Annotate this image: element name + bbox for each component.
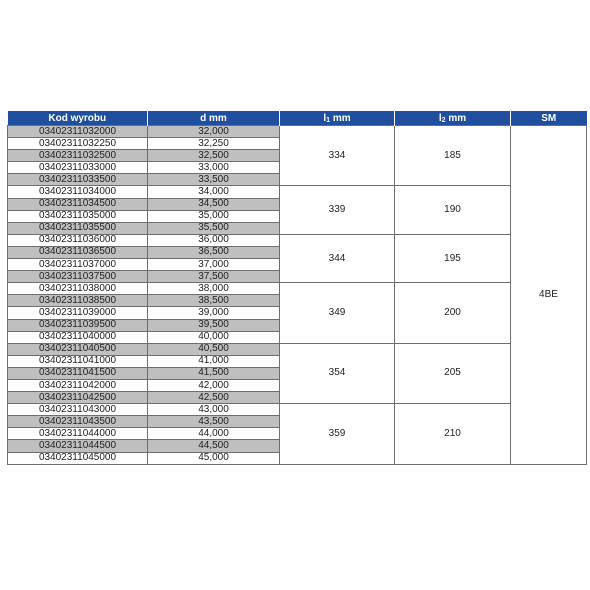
- diameter-cell: 34,000: [148, 186, 280, 198]
- sm-cell: 4BE: [511, 126, 587, 465]
- product-code-cell: 03402311032500: [8, 150, 148, 162]
- diameter-cell: 43,500: [148, 416, 280, 428]
- l2-length-cell: 205: [395, 343, 511, 403]
- product-code-cell: 03402311036000: [8, 234, 148, 246]
- diameter-cell: 40,000: [148, 331, 280, 343]
- table-row: [8, 234, 587, 246]
- diameter-cell: 34,500: [148, 198, 280, 210]
- product-code-cell: 03402311040500: [8, 343, 148, 355]
- product-code-cell: 03402311044500: [8, 440, 148, 452]
- l1-length-cell: 354: [280, 343, 395, 403]
- header-kod-wyrobu: Kod wyrobu: [8, 111, 148, 126]
- diameter-cell: 39,500: [148, 319, 280, 331]
- diameter-cell: 33,500: [148, 174, 280, 186]
- table-row: [8, 404, 587, 416]
- diameter-cell: 32,250: [148, 138, 280, 150]
- l1-length-cell: 344: [280, 234, 395, 282]
- table-row: [8, 186, 587, 198]
- header-l1-letter: l: [323, 112, 327, 124]
- product-code-cell: 03402311035000: [8, 210, 148, 222]
- diameter-cell: 42,500: [148, 392, 280, 404]
- product-code-cell: 03402311032000: [8, 126, 148, 138]
- product-code-cell: 03402311034500: [8, 198, 148, 210]
- diameter-cell: 37,000: [148, 259, 280, 271]
- header-sm: SM: [511, 111, 587, 126]
- l2-length-cell: 210: [395, 404, 511, 464]
- diameter-cell: 35,000: [148, 210, 280, 222]
- l1-length-cell: 349: [280, 283, 395, 343]
- product-code-cell: 03402311033000: [8, 162, 148, 174]
- product-spec-table: [7, 111, 587, 465]
- table-row: [8, 126, 587, 138]
- product-code-cell: 03402311038000: [8, 283, 148, 295]
- diameter-cell: 36,000: [148, 234, 280, 246]
- l2-length-cell: 195: [395, 234, 511, 282]
- table-body: [8, 126, 587, 465]
- diameter-cell: 32,000: [148, 126, 280, 138]
- diameter-cell: 41,000: [148, 355, 280, 367]
- product-code-cell: 03402311043500: [8, 416, 148, 428]
- table-header-row: [8, 111, 587, 126]
- diameter-cell: 39,000: [148, 307, 280, 319]
- product-code-cell: 03402311044000: [8, 428, 148, 440]
- product-code-cell: 03402311037500: [8, 271, 148, 283]
- product-code-cell: 03402311039500: [8, 319, 148, 331]
- product-code-cell: 03402311038500: [8, 295, 148, 307]
- diameter-cell: 44,000: [148, 428, 280, 440]
- header-l2-unit: mm: [445, 112, 467, 124]
- product-code-cell: 03402311045000: [8, 452, 148, 464]
- header-l1-subscript: 1: [326, 116, 331, 124]
- diameter-cell: 33,000: [148, 162, 280, 174]
- diameter-cell: 35,500: [148, 222, 280, 234]
- header-l1-unit: mm: [330, 112, 351, 124]
- product-code-cell: 03402311037000: [8, 259, 148, 271]
- l1-length-cell: 334: [280, 126, 395, 186]
- product-code-cell: 03402311042000: [8, 379, 148, 391]
- diameter-cell: 40,500: [148, 343, 280, 355]
- diameter-cell: 37,500: [148, 271, 280, 283]
- header-d-mm: d mm: [148, 111, 280, 126]
- l1-length-cell: 339: [280, 186, 395, 234]
- product-code-cell: 03402311040000: [8, 331, 148, 343]
- product-code-cell: 03402311042500: [8, 392, 148, 404]
- header-l2-subscript: 2: [441, 116, 446, 124]
- product-code-cell: 03402311034000: [8, 186, 148, 198]
- diameter-cell: 36,500: [148, 246, 280, 258]
- product-code-cell: 03402311039000: [8, 307, 148, 319]
- diameter-cell: 38,500: [148, 295, 280, 307]
- product-code-cell: 03402311033500: [8, 174, 148, 186]
- l2-length-cell: 200: [395, 283, 511, 343]
- product-code-cell: 03402311032250: [8, 138, 148, 150]
- diameter-cell: 43,000: [148, 404, 280, 416]
- diameter-cell: 45,000: [148, 452, 280, 464]
- diameter-cell: 38,000: [148, 283, 280, 295]
- diameter-cell: 41,500: [148, 367, 280, 379]
- product-code-cell: 03402311041000: [8, 355, 148, 367]
- header-l2-letter: l: [438, 112, 442, 124]
- l2-length-cell: 185: [395, 126, 511, 186]
- table-row: [8, 343, 587, 355]
- product-code-cell: 03402311041500: [8, 367, 148, 379]
- header-l2-mm: [395, 111, 511, 126]
- product-code-cell: 03402311035500: [8, 222, 148, 234]
- diameter-cell: 44,500: [148, 440, 280, 452]
- diameter-cell: 42,000: [148, 379, 280, 391]
- diameter-cell: 32,500: [148, 150, 280, 162]
- table-row: [8, 283, 587, 295]
- product-code-cell: 03402311036500: [8, 246, 148, 258]
- header-l1-mm: [280, 111, 395, 126]
- l2-length-cell: 190: [395, 186, 511, 234]
- product-code-cell: 03402311043000: [8, 404, 148, 416]
- l1-length-cell: 359: [280, 404, 395, 464]
